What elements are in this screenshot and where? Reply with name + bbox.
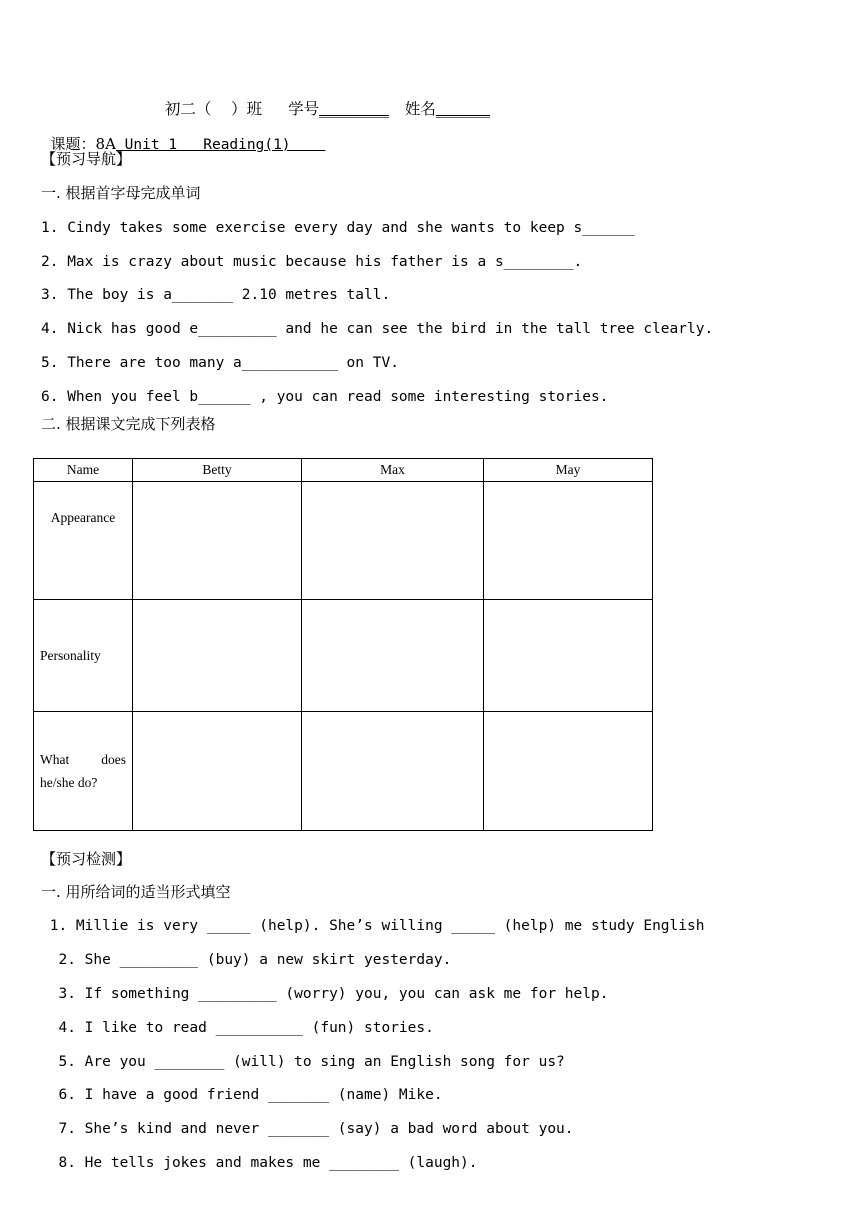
topic-label: 课题：8A [50, 135, 116, 153]
part1-item: 2. Max is crazy about music because his father is a s________. [41, 254, 583, 270]
part1-item: 6. When you feel b______ , you can read some interesting stories. [41, 389, 609, 405]
part1-title: 一. 根据首字母完成单词 [41, 184, 201, 202]
section-preview-heading: 【预习导航】 [41, 150, 132, 168]
row-label-personality: Personality [34, 600, 133, 712]
topic-line [41, 117, 325, 154]
table-cell[interactable] [302, 712, 484, 831]
table-cell[interactable] [133, 600, 302, 712]
part1-item: 4. Nick has good e_________ and he can see the bird in the tall tree clearly. [41, 321, 714, 337]
part3-title: 一. 用所给词的适当形式填空 [41, 883, 231, 901]
part2-title: 二. 根据课文完成下列表格 [41, 415, 216, 433]
table-cell[interactable] [302, 600, 484, 712]
row-label-what-do: What does he/she do? [34, 712, 133, 831]
part3-item: 4. I like to read __________ (fun) stories. [41, 1020, 434, 1036]
part1-item: 3. The boy is a_______ 2.10 metres tall. [41, 287, 391, 303]
class-label: 初二（ ）班 [164, 100, 263, 118]
table-header-row [34, 459, 653, 482]
part3-item: 2. She _________ (buy) a new skirt yesterday. [41, 952, 452, 968]
student-no-blank[interactable]: _________ [319, 100, 389, 118]
worksheet-header [155, 82, 490, 118]
row-label-appearance: Appearance [34, 482, 133, 600]
table-row [34, 712, 653, 831]
table-cell[interactable] [484, 600, 653, 712]
part1-item: 5. There are too many a___________ on TV. [41, 355, 399, 371]
name-blank[interactable]: _______ [435, 100, 491, 118]
table-cell[interactable] [484, 482, 653, 600]
table-row [34, 482, 653, 600]
part3-item: 1. Millie is very _____ (help). She’s willing _____ (help) me study English [41, 918, 705, 934]
table-row [34, 600, 653, 712]
table-cell[interactable] [302, 482, 484, 600]
topic-value: Unit 1 Reading(1) [115, 137, 326, 153]
table-header-may: May [484, 459, 653, 482]
table-header-name: Name [34, 459, 133, 482]
table-cell[interactable] [133, 482, 302, 600]
part3-item: 3. If something _________ (worry) you, you can ask me for help. [41, 986, 609, 1002]
section-check-heading: 【预习检测】 [41, 850, 132, 868]
name-label: 姓名 [404, 100, 436, 118]
table-header-betty: Betty [133, 459, 302, 482]
part1-item: 1. Cindy takes some exercise every day and she wants to keep s______ [41, 220, 635, 236]
student-no-label: 学号 [288, 100, 320, 118]
table-cell[interactable] [484, 712, 653, 831]
character-table [33, 458, 653, 831]
table-header-max: Max [302, 459, 484, 482]
part3-item: 7. She’s kind and never _______ (say) a bad word about you. [41, 1121, 574, 1137]
part3-item: 5. Are you ________ (will) to sing an English song for us? [41, 1054, 565, 1070]
table-cell[interactable] [133, 712, 302, 831]
part3-item: 6. I have a good friend _______ (name) Mike. [41, 1087, 443, 1103]
part3-item: 8. He tells jokes and makes me ________ (laugh). [41, 1155, 478, 1171]
